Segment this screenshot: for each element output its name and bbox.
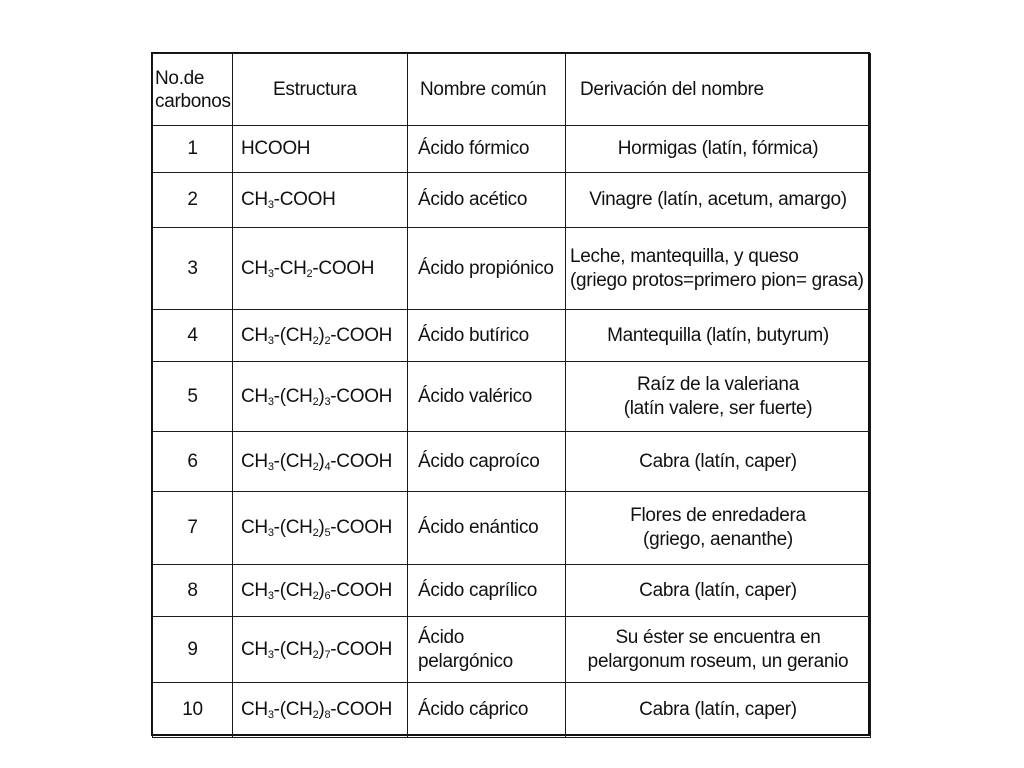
carbon-count: 4: [153, 310, 233, 362]
name-derivation: [566, 126, 871, 173]
formula-subscript: 2: [312, 709, 319, 721]
formula-part: -COOH: [330, 385, 393, 407]
derivation-line: (latín valere, ser fuerte): [623, 397, 813, 419]
formula-part: -COOH: [330, 324, 393, 346]
formula-subscript: 7: [324, 648, 331, 661]
common-name: Ácido caproíco: [408, 432, 566, 492]
name-derivation: [566, 228, 871, 310]
structure-formula: [233, 126, 408, 173]
formula-subscript: 8: [324, 709, 331, 721]
structure-formula: [233, 492, 408, 565]
name-derivation: [566, 492, 871, 565]
table-body: [153, 126, 871, 738]
formula-part: -(CH: [273, 699, 313, 720]
structure-formula: [233, 565, 408, 617]
formula-part: -(CH: [273, 324, 313, 346]
formula-part: ): [318, 385, 325, 407]
formula-part: CH: [241, 450, 268, 472]
common-name: Ácido enántico: [408, 492, 566, 565]
formula-subscript: 3: [267, 395, 274, 408]
common-name: Ácido cáprico: [408, 683, 566, 738]
common-name: Ácido valérico: [408, 362, 566, 432]
derivation-line: (griego, aenanthe): [643, 529, 793, 550]
formula-part: -COOH: [330, 450, 393, 472]
derivation-line: Hormigas (latín, fórmica): [617, 138, 819, 159]
structure-formula: [233, 683, 408, 738]
formula-part: ): [318, 450, 325, 472]
header-row: [153, 54, 871, 126]
formula-part: CH: [241, 517, 268, 538]
common-name: Ácido acético: [408, 173, 566, 228]
structure-formula: [233, 362, 408, 432]
name-derivation: [566, 310, 871, 362]
formula-part: -COOH: [330, 517, 393, 538]
carbon-count: 1: [153, 126, 233, 173]
structure-formula: [233, 173, 408, 228]
formula-part: ): [318, 699, 325, 720]
common-name: Ácido pelargónico: [408, 617, 566, 683]
header-name-derivation: Derivación del nombre: [566, 54, 871, 126]
derivation-line: Cabra (latín, caper): [639, 699, 797, 720]
formula-part: ): [318, 324, 325, 346]
table-row: [153, 565, 871, 617]
formula-part: CH: [241, 579, 268, 601]
common-name: Ácido propiónico: [408, 228, 566, 310]
derivation-line: Leche, mantequilla, y queso: [570, 245, 799, 267]
formula-part: -COOH: [330, 579, 393, 601]
formula-part: -COOH: [273, 189, 336, 210]
formula-part: -COOH: [330, 699, 393, 720]
formula-subscript: 3: [267, 527, 274, 539]
formula-part: CH: [241, 699, 268, 720]
carbon-count: 10: [153, 683, 233, 738]
formula-part: -(CH: [273, 517, 313, 538]
derivation-line: Cabra (latín, caper): [639, 579, 797, 601]
common-name: Ácido butírico: [408, 310, 566, 362]
name-derivation: [566, 362, 871, 432]
name-derivation: [566, 432, 871, 492]
formula-part: -COOH: [330, 638, 393, 660]
derivation-line: (griego protos=primero pion= grasa): [570, 269, 864, 291]
formula-part: CH: [241, 638, 268, 660]
name-derivation: [566, 617, 871, 683]
table-row: [153, 492, 871, 565]
formula-part: -CH: [273, 257, 307, 279]
table-row: [153, 173, 871, 228]
header-structure: Estructura: [233, 54, 408, 126]
table-row: [153, 126, 871, 173]
formula-part: -(CH: [273, 579, 313, 601]
derivation-line: pelargonum roseum, un geranio: [587, 650, 849, 672]
derivation-line: Cabra (latín, caper): [639, 450, 797, 472]
table-row: [153, 310, 871, 362]
common-name: Ácido fórmico: [408, 126, 566, 173]
formula-subscript: 2: [312, 648, 319, 661]
carbon-count: 5: [153, 362, 233, 432]
formula-subscript: 3: [267, 334, 274, 347]
structure-formula: [233, 432, 408, 492]
formula-part: HCOOH: [241, 138, 311, 159]
formula-subscript: 3: [267, 709, 274, 721]
derivation-line: Flores de enredadera: [630, 505, 806, 526]
header-common-name: Nombre común: [408, 54, 566, 126]
formula-subscript: 2: [312, 395, 319, 408]
formula-subscript: 2: [312, 589, 319, 602]
table-row: [153, 683, 871, 738]
formula-part: -(CH: [273, 638, 313, 660]
formula-subscript: 3: [267, 460, 274, 473]
formula-subscript: 2: [324, 334, 331, 347]
structure-formula: [233, 617, 408, 683]
name-derivation: [566, 565, 871, 617]
formula-subscript: 3: [324, 395, 331, 408]
table-row: [153, 432, 871, 492]
derivation-line: Vinagre (latín, acetum, amargo): [589, 189, 847, 210]
formula-subscript: 3: [267, 267, 274, 280]
formula-subscript: 2: [312, 527, 319, 539]
name-derivation: [566, 683, 871, 738]
formula-part: -(CH: [273, 385, 313, 407]
table-row: [153, 617, 871, 683]
carbon-count: 3: [153, 228, 233, 310]
table-row: [153, 228, 871, 310]
carbon-count: 8: [153, 565, 233, 617]
formula-part: ): [318, 579, 325, 601]
formula-subscript: 2: [306, 267, 313, 280]
formula-part: CH: [241, 324, 268, 346]
structure-formula: [233, 310, 408, 362]
formula-subscript: 5: [324, 527, 331, 539]
carbon-count: 9: [153, 617, 233, 683]
formula-subscript: 4: [324, 460, 331, 473]
formula-subscript: 3: [267, 199, 274, 211]
formula-subscript: 2: [312, 460, 319, 473]
carbon-count: 6: [153, 432, 233, 492]
formula-part: CH: [241, 257, 268, 279]
carbon-count: 7: [153, 492, 233, 565]
table-row: [153, 362, 871, 432]
header-carbons: No.de carbonos: [153, 54, 233, 126]
formula-part: CH: [241, 189, 268, 210]
formula-part: -COOH: [312, 257, 375, 279]
formula-subscript: 6: [324, 589, 331, 602]
derivation-line: Mantequilla (latín, butyrum): [607, 324, 829, 346]
formula-subscript: 3: [267, 589, 274, 602]
formula-subscript: 2: [312, 334, 319, 347]
formula-part: CH: [241, 385, 268, 407]
fatty-acids-table: [152, 53, 871, 738]
formula-part: ): [318, 638, 325, 660]
formula-part: -(CH: [273, 450, 313, 472]
structure-formula: [233, 228, 408, 310]
carbon-count: 2: [153, 173, 233, 228]
name-derivation: [566, 173, 871, 228]
formula-part: ): [318, 517, 325, 538]
formula-subscript: 3: [267, 648, 274, 661]
common-name: Ácido caprílico: [408, 565, 566, 617]
derivation-line: Raíz de la valeriana: [637, 373, 799, 395]
derivation-line: Su éster se encuentra en: [615, 626, 821, 648]
